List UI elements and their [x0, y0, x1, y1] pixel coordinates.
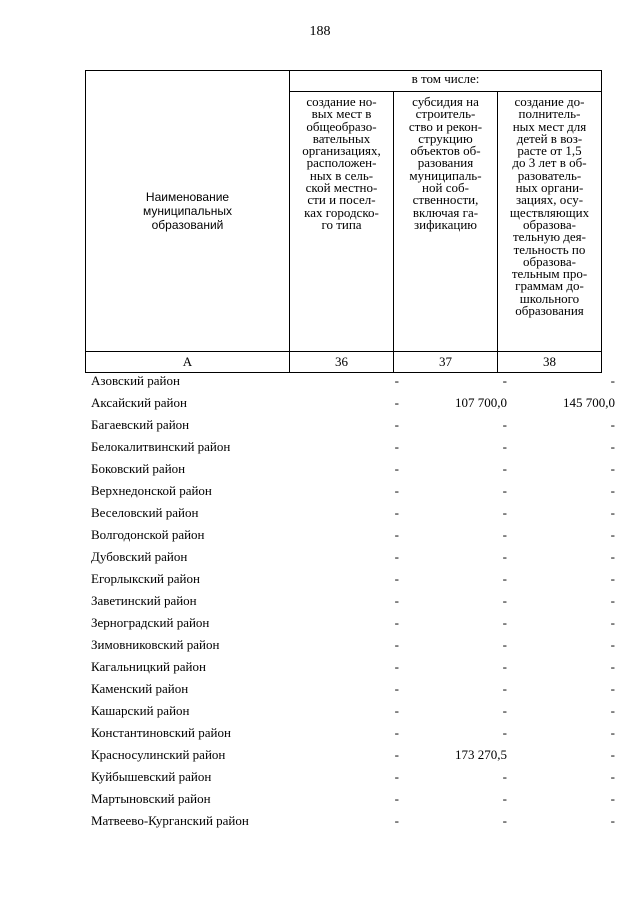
table-row: [85, 392, 619, 414]
row-value-37: -: [502, 571, 507, 586]
row-value-37: -: [502, 505, 507, 520]
row-value-37: -: [502, 373, 507, 388]
table-header: [85, 70, 602, 373]
header-index-38: 38: [498, 352, 602, 373]
row-value-36: -: [394, 725, 399, 740]
row-value-36: -: [394, 769, 399, 784]
row-value-36: -: [394, 813, 399, 828]
row-value-38: -: [610, 813, 615, 828]
row-name: Кагальницкий район: [91, 659, 206, 674]
row-name: Константиновский район: [91, 725, 231, 740]
row-value-38: -: [610, 681, 615, 696]
table-row: [85, 678, 619, 700]
row-value-37: 107 700,0: [455, 395, 507, 410]
table-row: [85, 700, 619, 722]
row-value-36: -: [394, 659, 399, 674]
row-value-38: -: [610, 593, 615, 608]
row-name: Каменский район: [91, 681, 189, 696]
table-row: [85, 612, 619, 634]
table-row: [85, 502, 619, 524]
table-row: [85, 370, 619, 392]
row-name: Кашарский район: [91, 703, 190, 718]
table-row: [85, 568, 619, 590]
table-row: [85, 656, 619, 678]
row-name: Верхнедонской район: [91, 483, 212, 498]
row-value-37: -: [502, 549, 507, 564]
row-value-38: -: [610, 571, 615, 586]
row-name: Мартыновский район: [91, 791, 211, 806]
page-number: 188: [309, 24, 331, 39]
table-row: [85, 744, 619, 766]
table-row: [85, 634, 619, 656]
row-value-36: -: [394, 615, 399, 630]
row-value-37: -: [502, 703, 507, 718]
row-value-36: -: [394, 505, 399, 520]
row-value-37: 173 270,5: [455, 747, 507, 762]
row-value-37: -: [502, 637, 507, 652]
row-value-38: -: [610, 637, 615, 652]
table-row: [85, 458, 619, 480]
row-value-36: -: [394, 747, 399, 762]
table-row: [85, 480, 619, 502]
row-value-36: -: [394, 703, 399, 718]
header-col-36: создание но- вых мест в общеобразо- вательных организациях, расположен- ных в сель- ской местно- сти и посел- ках городско- го типа: [290, 92, 394, 352]
row-name: Боковский район: [91, 461, 186, 476]
header-index-36: 36: [290, 352, 394, 373]
row-value-36: -: [394, 637, 399, 652]
row-name: Аксайский район: [91, 395, 187, 410]
table-row: [85, 546, 619, 568]
row-value-38: -: [610, 659, 615, 674]
row-value-38: -: [610, 703, 615, 718]
table-row: [85, 436, 619, 458]
table-row: [85, 414, 619, 436]
header-group-label: в том числе:: [290, 71, 602, 92]
row-value-37: -: [502, 725, 507, 740]
row-value-36: -: [394, 593, 399, 608]
row-value-38: -: [610, 527, 615, 542]
row-value-37: -: [502, 417, 507, 432]
table-row: [85, 810, 619, 832]
row-value-36: -: [394, 417, 399, 432]
row-value-37: -: [502, 439, 507, 454]
table-row: [85, 590, 619, 612]
row-value-38: -: [610, 373, 615, 388]
row-value-37: -: [502, 681, 507, 696]
table-row: [85, 788, 619, 810]
table-row: [85, 766, 619, 788]
row-value-38: -: [610, 439, 615, 454]
row-value-36: -: [394, 373, 399, 388]
row-name: Егорлыкский район: [91, 571, 200, 586]
row-name: Волгодонской район: [91, 527, 205, 542]
row-name: Куйбышевский район: [91, 769, 212, 784]
row-value-37: -: [502, 461, 507, 476]
row-name: Дубовский район: [91, 549, 188, 564]
row-value-38: -: [610, 769, 615, 784]
table-row: [85, 722, 619, 744]
row-value-36: -: [394, 483, 399, 498]
row-value-36: -: [394, 571, 399, 586]
row-value-38: -: [610, 615, 615, 630]
row-value-38: -: [610, 505, 615, 520]
row-value-37: -: [502, 615, 507, 630]
row-name: Зимовниковский район: [91, 637, 220, 652]
row-value-36: -: [394, 681, 399, 696]
row-value-38: -: [610, 417, 615, 432]
row-name: Красносулинский район: [91, 747, 226, 762]
row-value-36: -: [394, 395, 399, 410]
row-value-36: -: [394, 549, 399, 564]
row-value-36: -: [394, 527, 399, 542]
row-value-38: -: [610, 549, 615, 564]
row-value-38: -: [610, 483, 615, 498]
header-col-38: создание до- полнитель- ных мест для детей в воз- расте от 1,5 до 3 лет в об- разователь- ных органи- зациях, осу- ществляющих образова- тельную дея- тельность по образова- тельным про- граммам до- школьного образования: [498, 92, 602, 352]
row-value-37: -: [502, 769, 507, 784]
row-value-36: -: [394, 439, 399, 454]
row-value-38: -: [610, 461, 615, 476]
row-value-36: -: [394, 461, 399, 476]
row-value-38: -: [610, 791, 615, 806]
row-name: Зерноградский район: [91, 615, 210, 630]
row-name: Белокалитвинский район: [91, 439, 231, 454]
table-row: [85, 524, 619, 546]
row-value-38: -: [610, 725, 615, 740]
row-name: Матвеево-Курганский район: [91, 813, 249, 828]
header-index-a: А: [86, 352, 290, 373]
row-name: Веселовский район: [91, 505, 199, 520]
row-name: Багаевский район: [91, 417, 190, 432]
header-name-column: Наименование муниципальных образований: [86, 71, 290, 352]
row-value-37: -: [502, 527, 507, 542]
row-value-37: -: [502, 659, 507, 674]
row-value-38: -: [610, 747, 615, 762]
row-value-37: -: [502, 483, 507, 498]
row-name: Азовский район: [91, 373, 180, 388]
row-value-38: 145 700,0: [563, 395, 615, 410]
row-value-37: -: [502, 813, 507, 828]
table-body: [85, 370, 619, 832]
row-value-37: -: [502, 593, 507, 608]
header-index-37: 37: [394, 352, 498, 373]
row-value-36: -: [394, 791, 399, 806]
row-name: Заветинский район: [91, 593, 197, 608]
header-col-37: субсидия на строитель- ство и рекон- струкцию объектов об- разования муниципаль- ной соб- ственности, включая га- зификацию: [394, 92, 498, 352]
row-value-37: -: [502, 791, 507, 806]
